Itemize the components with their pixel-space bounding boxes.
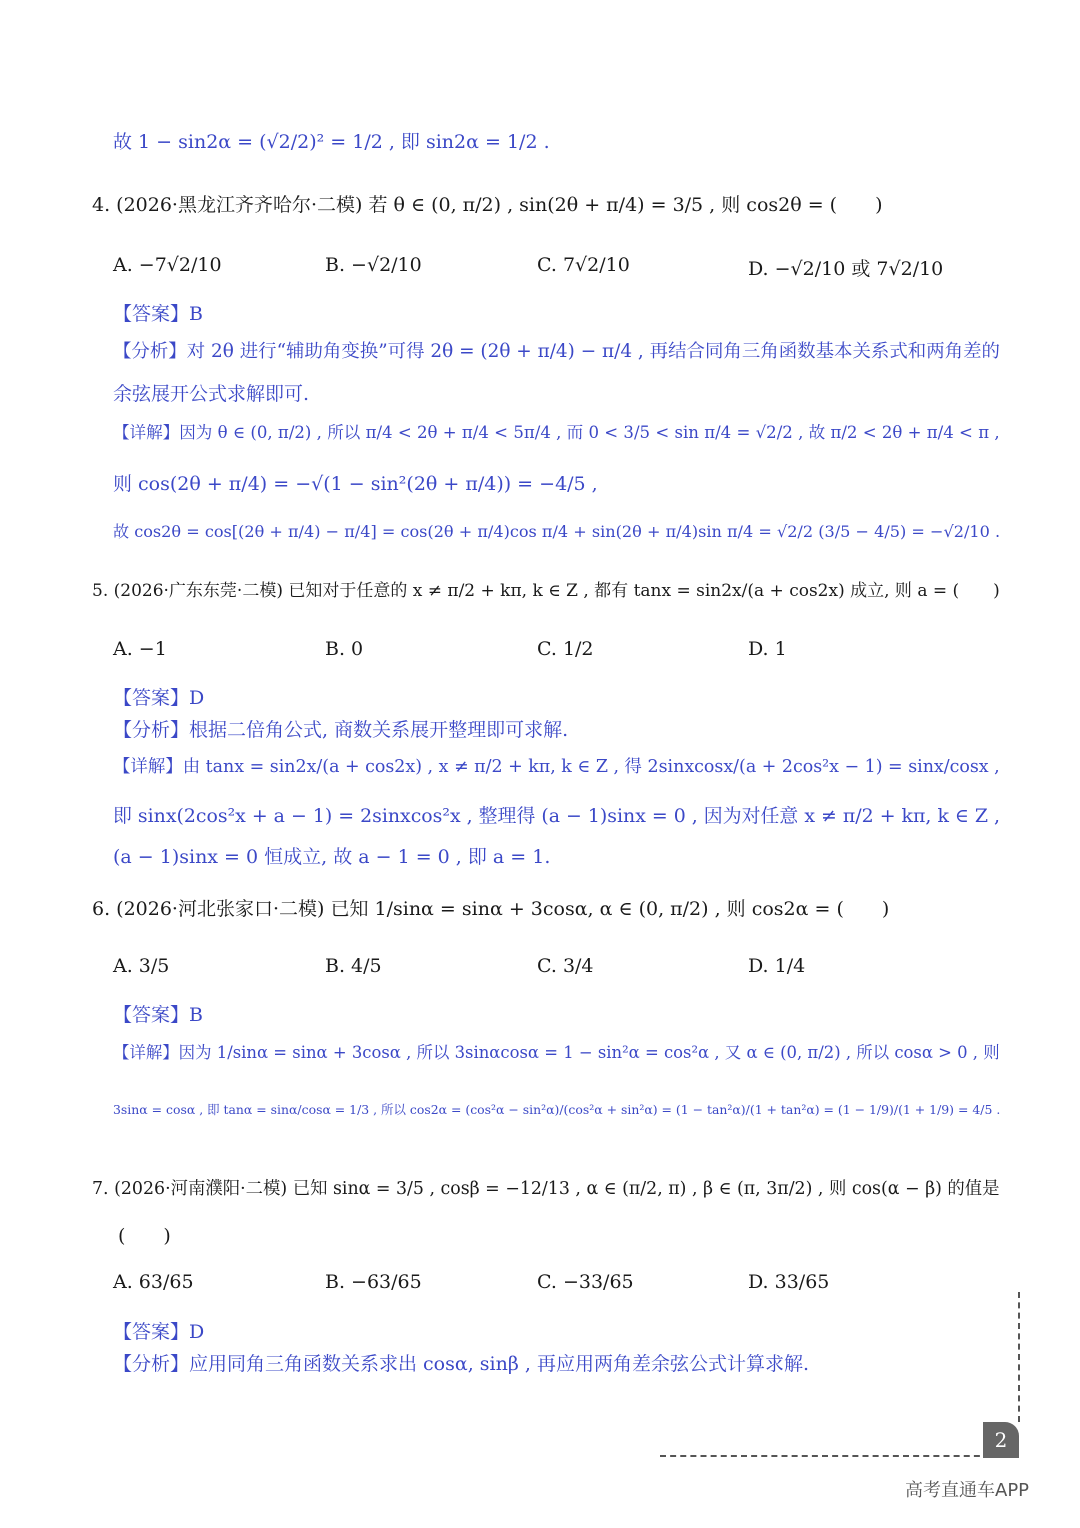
text-line-q5d1: 【详解】由 tanx = sin2x/(a + cos2x) , x ≠ π/2 + kπ, k ∈ Z , 得 2sinxcosx/(a + 2cos²x − 1) = sinx/cosx , — [113, 757, 1000, 777]
text-line-q5d3: (a − 1)sinx = 0 恒成立, 故 a − 1 = 0 , 即 a = 1. — [113, 846, 551, 868]
option-q7o-B: B. −63/65 — [325, 1271, 422, 1293]
text-line-q4d1: 【详解】因为 θ ∈ (0, π/2) , 所以 π/4 < 2θ + π/4 < 5π/4 , 而 0 < 3/5 < sin π/4 = √2/2 , 故 π/2 < 2θ + π/4 < π , — [113, 423, 1000, 442]
text-line-q6d2: 3sinα = cosα , 即 tanα = sinα/cosα = 1/3 , 所以 cos2α = (cos²α − sin²α)/(cos²α + sin²α) = (1 − tan²α)/(1 + tan²α) = (1 − 1/9)/(1 + 1/9) = 4/5 . — [113, 1102, 1001, 1117]
text-line-q5d2: 即 sinx(2cos²x + a − 1) = 2sinxcos²x , 整理得 (a − 1)sinx = 0 , 因为对任意 x ≠ π/2 + kπ, k ∈ Z , — [113, 805, 1001, 827]
option-q4o-A: A. −7√2/10 — [113, 254, 222, 276]
option-q4o-B: B. −√2/10 — [325, 254, 422, 276]
text-line-q5: 5. (2026·广东东莞·二模) 已知对于任意的 x ≠ π/2 + kπ, k ∈ Z , 都有 tanx = sin2x/(a + cos2x) 成立, 则 a = ( ) — [92, 581, 1000, 601]
option-q6o-B: B. 4/5 — [325, 955, 382, 977]
text-line-q6a: 【答案】B — [113, 1004, 203, 1026]
text-line-q5f: 【分析】根据二倍角公式, 商数关系展开整理即可求解. — [113, 719, 569, 741]
text-line-q4: 4. (2026·黑龙江齐齐哈尔·二模) 若 θ ∈ (0, π/2) , sin(2θ + π/4) = 3/5 , 则 cos2θ = ( ) — [92, 194, 883, 216]
option-q6o-A: A. 3/5 — [113, 955, 170, 977]
text-line-l1: 故 1 − sin2α = (√2/2)² = 1/2 , 即 sin2α = 1/2 . — [113, 131, 550, 153]
text-line-q7a: 【答案】D — [113, 1321, 205, 1343]
text-line-q4d2: 则 cos(2θ + π/4) = −√(1 − sin²(2θ + π/4)) = −4/5 , — [113, 473, 598, 495]
option-q5o-D: D. 1 — [748, 638, 787, 660]
text-line-q7: 7. (2026·河南濮阳·二模) 已知 sinα = 3/5 , cosβ = −12/13 , α ∈ (π/2, π) , β ∈ (π, 3π/2) , 则 cos(α − β) 的值是 — [92, 1179, 1000, 1199]
option-q4o-D: D. −√2/10 或 7√2/10 — [748, 258, 944, 280]
option-q7o-D: D. 33/65 — [748, 1271, 830, 1293]
option-q5o-C: C. 1/2 — [537, 638, 594, 660]
text-line-q4a: 【答案】B — [113, 303, 203, 325]
footer-dashed-vertical — [1018, 1292, 1020, 1422]
footer-dashed-horizontal — [660, 1455, 990, 1457]
text-line-q4f2: 余弦展开公式求解即可. — [113, 383, 310, 405]
option-q5o-B: B. 0 — [325, 638, 364, 660]
text-line-q6: 6. (2026·河北张家口·二模) 已知 1/sinα = sinα + 3cosα, α ∈ (0, π/2) , 则 cos2α = ( ) — [92, 898, 890, 920]
text-line-q7p: ( ) — [118, 1225, 171, 1247]
text-line-q4d3: 故 cos2θ = cos[(2θ + π/4) − π/4] = cos(2θ + π/4)cos π/4 + sin(2θ + π/4)sin π/4 = √2/2 (3/5 − 4/5) = −√2/10 . — [113, 522, 1001, 541]
text-line-q5a: 【答案】D — [113, 687, 205, 709]
page-number: 2 — [983, 1422, 1019, 1458]
option-q5o-A: A. −1 — [113, 638, 167, 660]
option-q7o-C: C. −33/65 — [537, 1271, 634, 1293]
text-line-q4f1: 【分析】对 2θ 进行“辅助角变换”可得 2θ = (2θ + π/4) − π/4 , 再结合同角三角函数基本关系式和两角差的 — [113, 341, 1000, 362]
option-q6o-C: C. 3/4 — [537, 955, 594, 977]
text-line-q7f: 【分析】应用同角三角函数关系求出 cosα, sinβ , 再应用两角差余弦公式计算求解. — [113, 1353, 809, 1375]
option-q7o-A: A. 63/65 — [113, 1271, 194, 1293]
option-q4o-C: C. 7√2/10 — [537, 254, 630, 276]
option-q6o-D: D. 1/4 — [748, 955, 806, 977]
brand-watermark: 高考直通车APP — [905, 1480, 1030, 1501]
text-line-q6d1: 【详解】因为 1/sinα = sinα + 3cosα , 所以 3sinαcosα = 1 − sin²α = cos²α , 又 α ∈ (0, π/2) , 所以 cosα > 0 , 则 — [113, 1043, 1000, 1062]
